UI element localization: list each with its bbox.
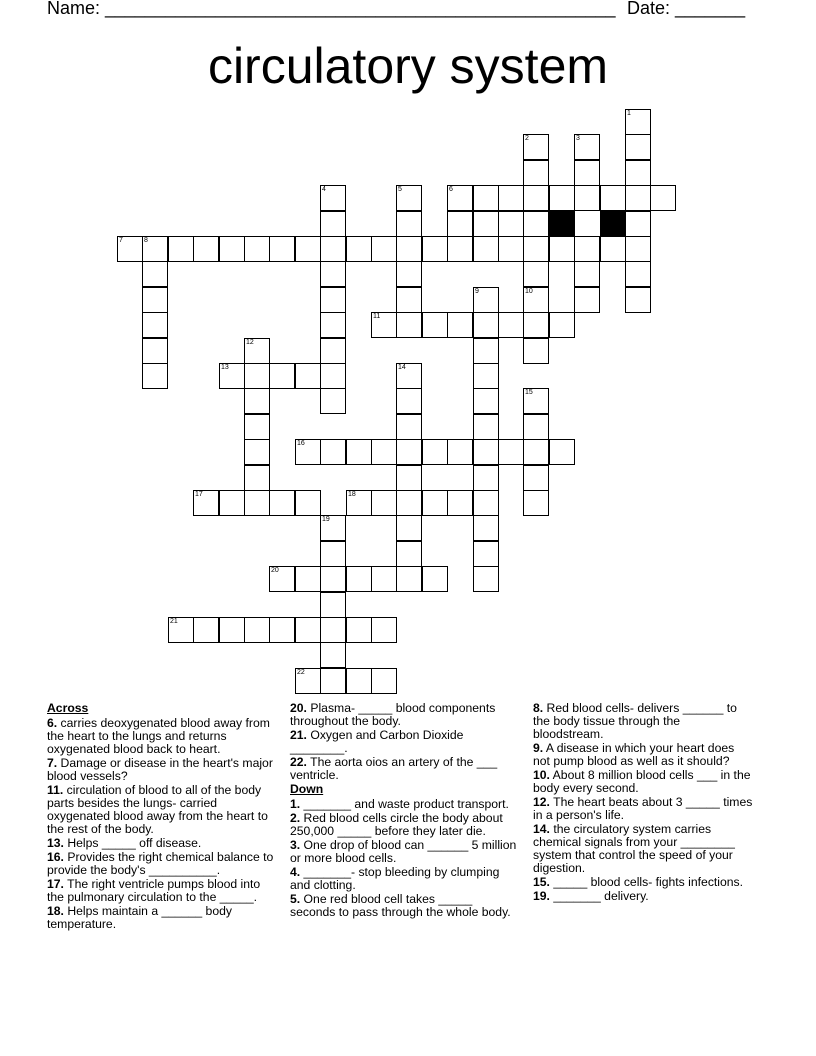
grid-cell[interactable] xyxy=(320,566,346,592)
grid-cell[interactable] xyxy=(523,211,549,237)
grid-cell[interactable] xyxy=(346,566,372,592)
clue-text: The aorta oios an artery of the ___ ventricle. xyxy=(290,755,498,782)
grid-cell[interactable] xyxy=(447,236,473,262)
name-line: Name: ___________________________________________________ xyxy=(47,0,616,18)
grid-cell[interactable] xyxy=(473,211,499,237)
grid-cell[interactable] xyxy=(244,414,270,440)
grid-cell[interactable] xyxy=(498,236,524,262)
clue-label: 1. xyxy=(290,797,301,811)
clue-label: 18. xyxy=(47,904,64,918)
clue-text: Helps _____ off disease. xyxy=(63,836,202,850)
grid-cell[interactable] xyxy=(320,236,346,262)
grid-cell[interactable] xyxy=(244,439,270,465)
clue-number: 5 xyxy=(398,186,402,193)
grid-cell[interactable] xyxy=(320,617,346,643)
clue-label: 6. xyxy=(47,716,58,730)
across-clue xyxy=(47,784,275,836)
across-clue xyxy=(290,702,518,728)
down-heading: Down xyxy=(290,782,324,796)
clue-number: 4 xyxy=(322,186,326,193)
grid-cell[interactable] xyxy=(295,566,321,592)
grid-cell[interactable] xyxy=(473,388,499,414)
grid-cell[interactable] xyxy=(269,617,295,643)
clue-number: 2 xyxy=(525,135,529,142)
grid-cell[interactable] xyxy=(244,490,270,516)
down-clue xyxy=(533,702,753,741)
clue-label: 10. xyxy=(533,768,550,782)
grid-cell[interactable] xyxy=(523,439,549,465)
grid-cell[interactable] xyxy=(523,465,549,491)
grid-cell[interactable] xyxy=(473,312,499,338)
grid-cell[interactable] xyxy=(574,236,600,262)
clue-number: 14 xyxy=(398,364,406,371)
grid-cell[interactable] xyxy=(473,414,499,440)
clue-label: 21. xyxy=(290,728,307,742)
clue-label: 16. xyxy=(47,850,64,864)
grid-cell[interactable] xyxy=(320,388,346,414)
clue-label: 7. xyxy=(47,756,58,770)
across-clue xyxy=(290,756,518,782)
grid-cell[interactable] xyxy=(396,490,422,516)
down-clue xyxy=(533,876,753,889)
grid-cell[interactable] xyxy=(523,261,549,287)
grid-cell[interactable] xyxy=(320,287,346,313)
grid-cell[interactable] xyxy=(269,236,295,262)
grid-cell[interactable] xyxy=(549,185,575,211)
grid-cell[interactable] xyxy=(574,185,600,211)
grid-cell[interactable] xyxy=(549,236,575,262)
clue-label: 8. xyxy=(533,701,544,715)
grid-cell[interactable] xyxy=(549,439,575,465)
grid-cell[interactable] xyxy=(625,211,651,237)
clue-number: 3 xyxy=(576,135,580,142)
clue-text: Red blood cells circle the body about 250,000 _____ before they later die. xyxy=(290,811,503,838)
grid-cell[interactable] xyxy=(244,465,270,491)
across-clue xyxy=(47,905,275,931)
grid-cell[interactable] xyxy=(320,439,346,465)
grid-cell[interactable] xyxy=(549,312,575,338)
grid-cell[interactable] xyxy=(473,439,499,465)
grid-cell[interactable] xyxy=(574,160,600,186)
grid-cell[interactable] xyxy=(295,236,321,262)
down-clue xyxy=(290,893,518,919)
across-clue xyxy=(47,851,275,877)
grid-cell[interactable] xyxy=(523,490,549,516)
grid-cell[interactable] xyxy=(346,617,372,643)
grid-cell[interactable] xyxy=(447,211,473,237)
grid-cell[interactable] xyxy=(422,439,448,465)
grid-cell[interactable] xyxy=(320,338,346,364)
grid-cell[interactable] xyxy=(473,566,499,592)
clue-text: The heart beats about 3 _____ times in a person's life. xyxy=(533,795,753,822)
down-clue xyxy=(533,742,753,768)
grid-cell[interactable] xyxy=(371,490,397,516)
clue-text: _____ blood cells- fights infections. xyxy=(549,875,744,889)
clue-text: Provides the right chemical balance to provide the body's __________. xyxy=(47,850,274,877)
grid-cell[interactable] xyxy=(396,515,422,541)
grid-cell[interactable] xyxy=(625,134,651,160)
grid-cell[interactable] xyxy=(168,236,194,262)
grid-cell[interactable] xyxy=(244,617,270,643)
clue-text: the circulatory system carries chemical signals from your ________ system that control the speed of your digestion. xyxy=(533,822,735,875)
grid-cell[interactable] xyxy=(295,363,321,389)
grid-cell[interactable] xyxy=(269,363,295,389)
grid-cell[interactable] xyxy=(523,414,549,440)
clue-label: 22. xyxy=(290,755,307,769)
clue-number: 10 xyxy=(525,288,533,295)
clue-number: 7 xyxy=(119,237,123,244)
grid-cell[interactable] xyxy=(371,439,397,465)
grid-cell[interactable] xyxy=(142,312,168,338)
across-clue xyxy=(47,717,275,756)
grid-cell[interactable] xyxy=(295,490,321,516)
clue-number: 17 xyxy=(195,491,203,498)
grid-cell[interactable] xyxy=(142,287,168,313)
grid-cell[interactable] xyxy=(244,236,270,262)
across-clue xyxy=(290,729,518,755)
grid-cell[interactable] xyxy=(142,261,168,287)
across-heading: Across xyxy=(47,701,89,715)
across-clue xyxy=(47,878,275,904)
grid-cell[interactable] xyxy=(473,185,499,211)
grid-cell[interactable] xyxy=(625,185,651,211)
grid-cell[interactable] xyxy=(396,211,422,237)
grid-cell[interactable] xyxy=(422,236,448,262)
clue-label: 14. xyxy=(533,822,550,836)
grid-cell[interactable] xyxy=(193,236,219,262)
grid-cell[interactable] xyxy=(320,312,346,338)
grid-cell[interactable] xyxy=(346,668,372,694)
grid-cell[interactable] xyxy=(396,388,422,414)
grid-cell[interactable] xyxy=(447,312,473,338)
grid-cell[interactable] xyxy=(320,363,346,389)
down-clue xyxy=(533,796,753,822)
grid-cell[interactable] xyxy=(473,515,499,541)
black-cell xyxy=(600,211,626,237)
grid-cell[interactable] xyxy=(371,617,397,643)
grid-cell[interactable] xyxy=(625,261,651,287)
down-clue xyxy=(290,798,518,811)
grid-cell[interactable] xyxy=(142,363,168,389)
grid-cell[interactable] xyxy=(600,236,626,262)
grid-cell[interactable] xyxy=(523,338,549,364)
grid-cell[interactable] xyxy=(269,490,295,516)
clue-text: _______ and waste product transport. xyxy=(300,797,509,811)
grid-cell[interactable] xyxy=(498,185,524,211)
grid-cell[interactable] xyxy=(396,287,422,313)
down-clue xyxy=(533,823,753,875)
clue-number: 9 xyxy=(475,288,479,295)
grid-cell[interactable] xyxy=(523,185,549,211)
clue-number: 8 xyxy=(144,237,148,244)
clue-text: circulation of blood to all of the body parts besides the lungs- carried oxygenated blood away from the heart to the rest of the body. xyxy=(47,783,268,836)
grid-cell[interactable] xyxy=(142,338,168,364)
clue-text: Red blood cells- delivers ______ to the body tissue through the bloodstream. xyxy=(533,701,737,741)
grid-cell[interactable] xyxy=(625,236,651,262)
clue-text: Damage or disease in the heart's major blood vessels? xyxy=(47,756,273,783)
clue-label: 13. xyxy=(47,836,64,850)
grid-cell[interactable] xyxy=(320,642,346,668)
grid-cell[interactable] xyxy=(422,566,448,592)
grid-cell[interactable] xyxy=(473,490,499,516)
across-clue xyxy=(47,757,275,783)
clue-text: The right ventricle pumps blood into the pulmonary circulation to the _____. xyxy=(47,877,261,904)
clue-number: 11 xyxy=(373,313,381,320)
grid-cell[interactable] xyxy=(219,490,245,516)
clues-column-2 xyxy=(290,702,518,920)
clue-text: Helps maintain a ______ body temperature. xyxy=(47,904,232,931)
clue-text: A disease in which your heart does not pump blood as well as it should? xyxy=(533,741,735,768)
grid-cell[interactable] xyxy=(625,287,651,313)
clue-number: 16 xyxy=(297,440,305,447)
page-title: circulatory system xyxy=(207,38,609,94)
black-cell xyxy=(549,211,575,237)
clue-number: 6 xyxy=(449,186,453,193)
grid-cell[interactable] xyxy=(422,490,448,516)
clue-number: 18 xyxy=(348,491,356,498)
clue-label: 3. xyxy=(290,838,301,852)
clue-text: One red blood cell takes _____ seconds to pass through the whole body. xyxy=(290,892,511,919)
down-clue xyxy=(290,866,518,892)
grid-cell[interactable] xyxy=(473,541,499,567)
down-clue xyxy=(533,769,753,795)
grid-cell[interactable] xyxy=(320,541,346,567)
clue-label: 15. xyxy=(533,875,550,889)
grid-cell[interactable] xyxy=(396,312,422,338)
grid-cell[interactable] xyxy=(473,338,499,364)
grid-cell[interactable] xyxy=(295,617,321,643)
grid-cell[interactable] xyxy=(320,261,346,287)
grid-cell[interactable] xyxy=(396,465,422,491)
grid-cell[interactable] xyxy=(473,236,499,262)
clue-label: 20. xyxy=(290,701,307,715)
grid-cell[interactable] xyxy=(447,490,473,516)
clue-number: 13 xyxy=(221,364,229,371)
clue-number: 1 xyxy=(627,110,631,117)
grid-cell[interactable] xyxy=(447,439,473,465)
grid-cell[interactable] xyxy=(396,541,422,567)
clue-text: _______ delivery. xyxy=(549,889,649,903)
clue-text: One drop of blood can ______ 5 million or more blood cells. xyxy=(290,838,517,865)
clue-label: 19. xyxy=(533,889,550,903)
clue-number: 19 xyxy=(322,516,330,523)
clues-column-3 xyxy=(533,702,753,904)
grid-cell[interactable] xyxy=(320,211,346,237)
clue-label: 5. xyxy=(290,892,301,906)
clues-column-1 xyxy=(47,702,275,932)
down-clue xyxy=(290,812,518,838)
grid-cell[interactable] xyxy=(371,566,397,592)
grid-cell[interactable] xyxy=(320,592,346,618)
grid-cell[interactable] xyxy=(523,236,549,262)
clue-number: 12 xyxy=(246,339,254,346)
clue-label: 2. xyxy=(290,811,301,825)
clue-number: 21 xyxy=(170,618,178,625)
clue-number: 15 xyxy=(525,389,533,396)
grid-cell[interactable] xyxy=(574,261,600,287)
grid-cell[interactable] xyxy=(650,185,676,211)
clue-text: About 8 million blood cells ___ in the body every second. xyxy=(533,768,751,795)
clue-text: Plasma- _____ blood components throughout the body. xyxy=(290,701,496,728)
grid-cell[interactable] xyxy=(523,160,549,186)
grid-cell[interactable] xyxy=(346,236,372,262)
grid-cell[interactable] xyxy=(574,287,600,313)
grid-cell[interactable] xyxy=(422,312,448,338)
grid-cell[interactable] xyxy=(473,465,499,491)
grid-cell[interactable] xyxy=(498,439,524,465)
grid-cell[interactable] xyxy=(396,261,422,287)
clue-number: 22 xyxy=(297,669,305,676)
clue-label: 17. xyxy=(47,877,64,891)
down-clue xyxy=(290,839,518,865)
grid-cell[interactable] xyxy=(625,160,651,186)
clue-text: carries deoxygenated blood away from the heart to the lungs and returns oxygenated blood back to heart. xyxy=(47,716,270,756)
date-line: Date: _______ xyxy=(627,0,746,18)
clue-label: 4. xyxy=(290,865,301,879)
grid-cell[interactable] xyxy=(371,668,397,694)
grid-cell[interactable] xyxy=(396,566,422,592)
grid-cell[interactable] xyxy=(523,312,549,338)
grid-cell[interactable] xyxy=(244,363,270,389)
down-clue xyxy=(533,890,753,903)
clue-text: Oxygen and Carbon Dioxide ________. xyxy=(290,728,464,755)
clue-label: 11. xyxy=(47,783,64,797)
grid-cell[interactable] xyxy=(193,617,219,643)
clue-text: _______- stop bleeding by clumping and clotting. xyxy=(290,865,500,892)
grid-cell[interactable] xyxy=(498,211,524,237)
across-clue xyxy=(47,837,275,850)
clue-label: 9. xyxy=(533,741,544,755)
grid-cell[interactable] xyxy=(498,312,524,338)
grid-cell[interactable] xyxy=(396,439,422,465)
clue-label: 12. xyxy=(533,795,550,809)
grid-cell[interactable] xyxy=(396,414,422,440)
grid-cell[interactable] xyxy=(396,236,422,262)
clue-number: 20 xyxy=(271,567,279,574)
grid-cell[interactable] xyxy=(600,185,626,211)
grid-cell[interactable] xyxy=(473,363,499,389)
grid-cell[interactable] xyxy=(320,668,346,694)
grid-cell[interactable] xyxy=(371,236,397,262)
grid-cell[interactable] xyxy=(219,617,245,643)
grid-cell[interactable] xyxy=(346,439,372,465)
grid-cell[interactable] xyxy=(219,236,245,262)
grid-cell[interactable] xyxy=(244,388,270,414)
